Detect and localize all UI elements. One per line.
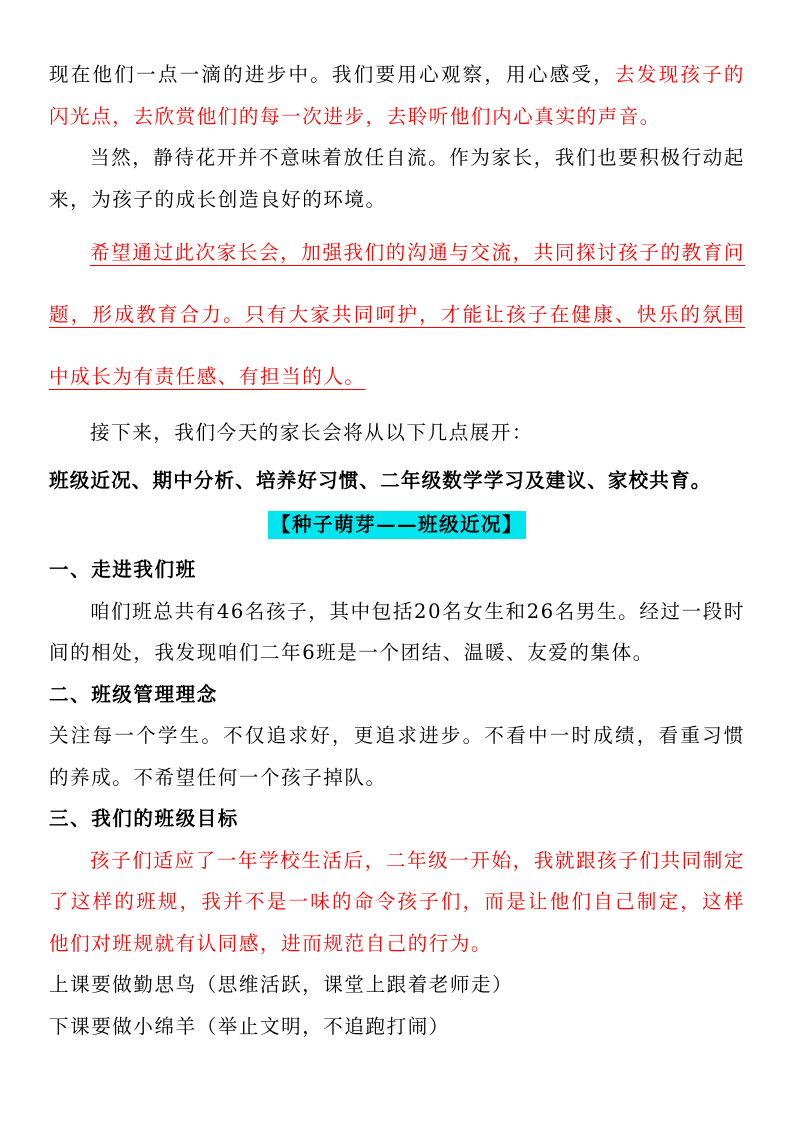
intro-paragraph-1 [49, 54, 745, 137]
class-rule-1: 上课要做勤思鸟（思维活跃，课堂上跟着老师走） [49, 973, 514, 996]
paragraph-class-goal: 孩子们适应了一年学校生活后，二年级一开始，我就跟孩子们共同制定了这样的班规，我并不是一味的命令孩子们，而是让他们自己制定，这样他们对班规就有认同感，进而规范自己的行为。 [49, 848, 745, 955]
heading-3: 三、我们的班级目标 [49, 807, 239, 830]
intro-paragraph-3 [49, 222, 745, 408]
intro-paragraph-2: 当然，静待花开并不意味着放任自流。作为家长，我们也要积极行动起来，为孩子的成长创造良好的环境。 [49, 146, 745, 211]
heading-1: 一、走进我们班 [49, 558, 197, 581]
agenda-list: 班级近况、期中分析、培养好习惯、二年级数学学习及建议、家校共育。 [49, 468, 712, 492]
intro-paragraph-4: 接下来，我们今天的家长会将从以下几点展开： [90, 421, 534, 444]
section-banner-wrap [49, 511, 745, 541]
intro-text-black: 现在他们一点一滴的进步中。我们要用心观察，用心感受， [49, 63, 616, 86]
section-banner: 【种子萌芽——班级近况】 [268, 511, 526, 539]
hope-text-red-underlined: 希望通过此次家长会，加强我们的沟通与交流，共同探讨孩子的教育问题，形成教育合力。只有大家共同呵护，才能让孩子在健康、快乐的氛围中成长为有责任感、有担当的人。 [49, 241, 745, 388]
paragraph-class-intro: 咱们班总共有46名孩子，其中包括20名女生和26名男生。经过一段时间的相处，我发现咱们二年6班是一个团结、温暖、友爱的集体。 [49, 599, 745, 664]
intro-text-red: 去发现孩子的闪光点，去欣赏他们的每一次进步，去聆听他们内心真实的声音。 [49, 63, 745, 128]
class-rule-2: 下课要做小绵羊（举止文明，不追跑打闹） [49, 1014, 450, 1038]
paragraph-management: 关注每一个学生。不仅追求好，更追求进步。不看中一时成绩，看重习惯的养成。不希望任何一个孩子掉队。 [49, 724, 745, 789]
document-page [49, 54, 745, 1047]
heading-2: 二、班级管理理念 [49, 682, 218, 706]
